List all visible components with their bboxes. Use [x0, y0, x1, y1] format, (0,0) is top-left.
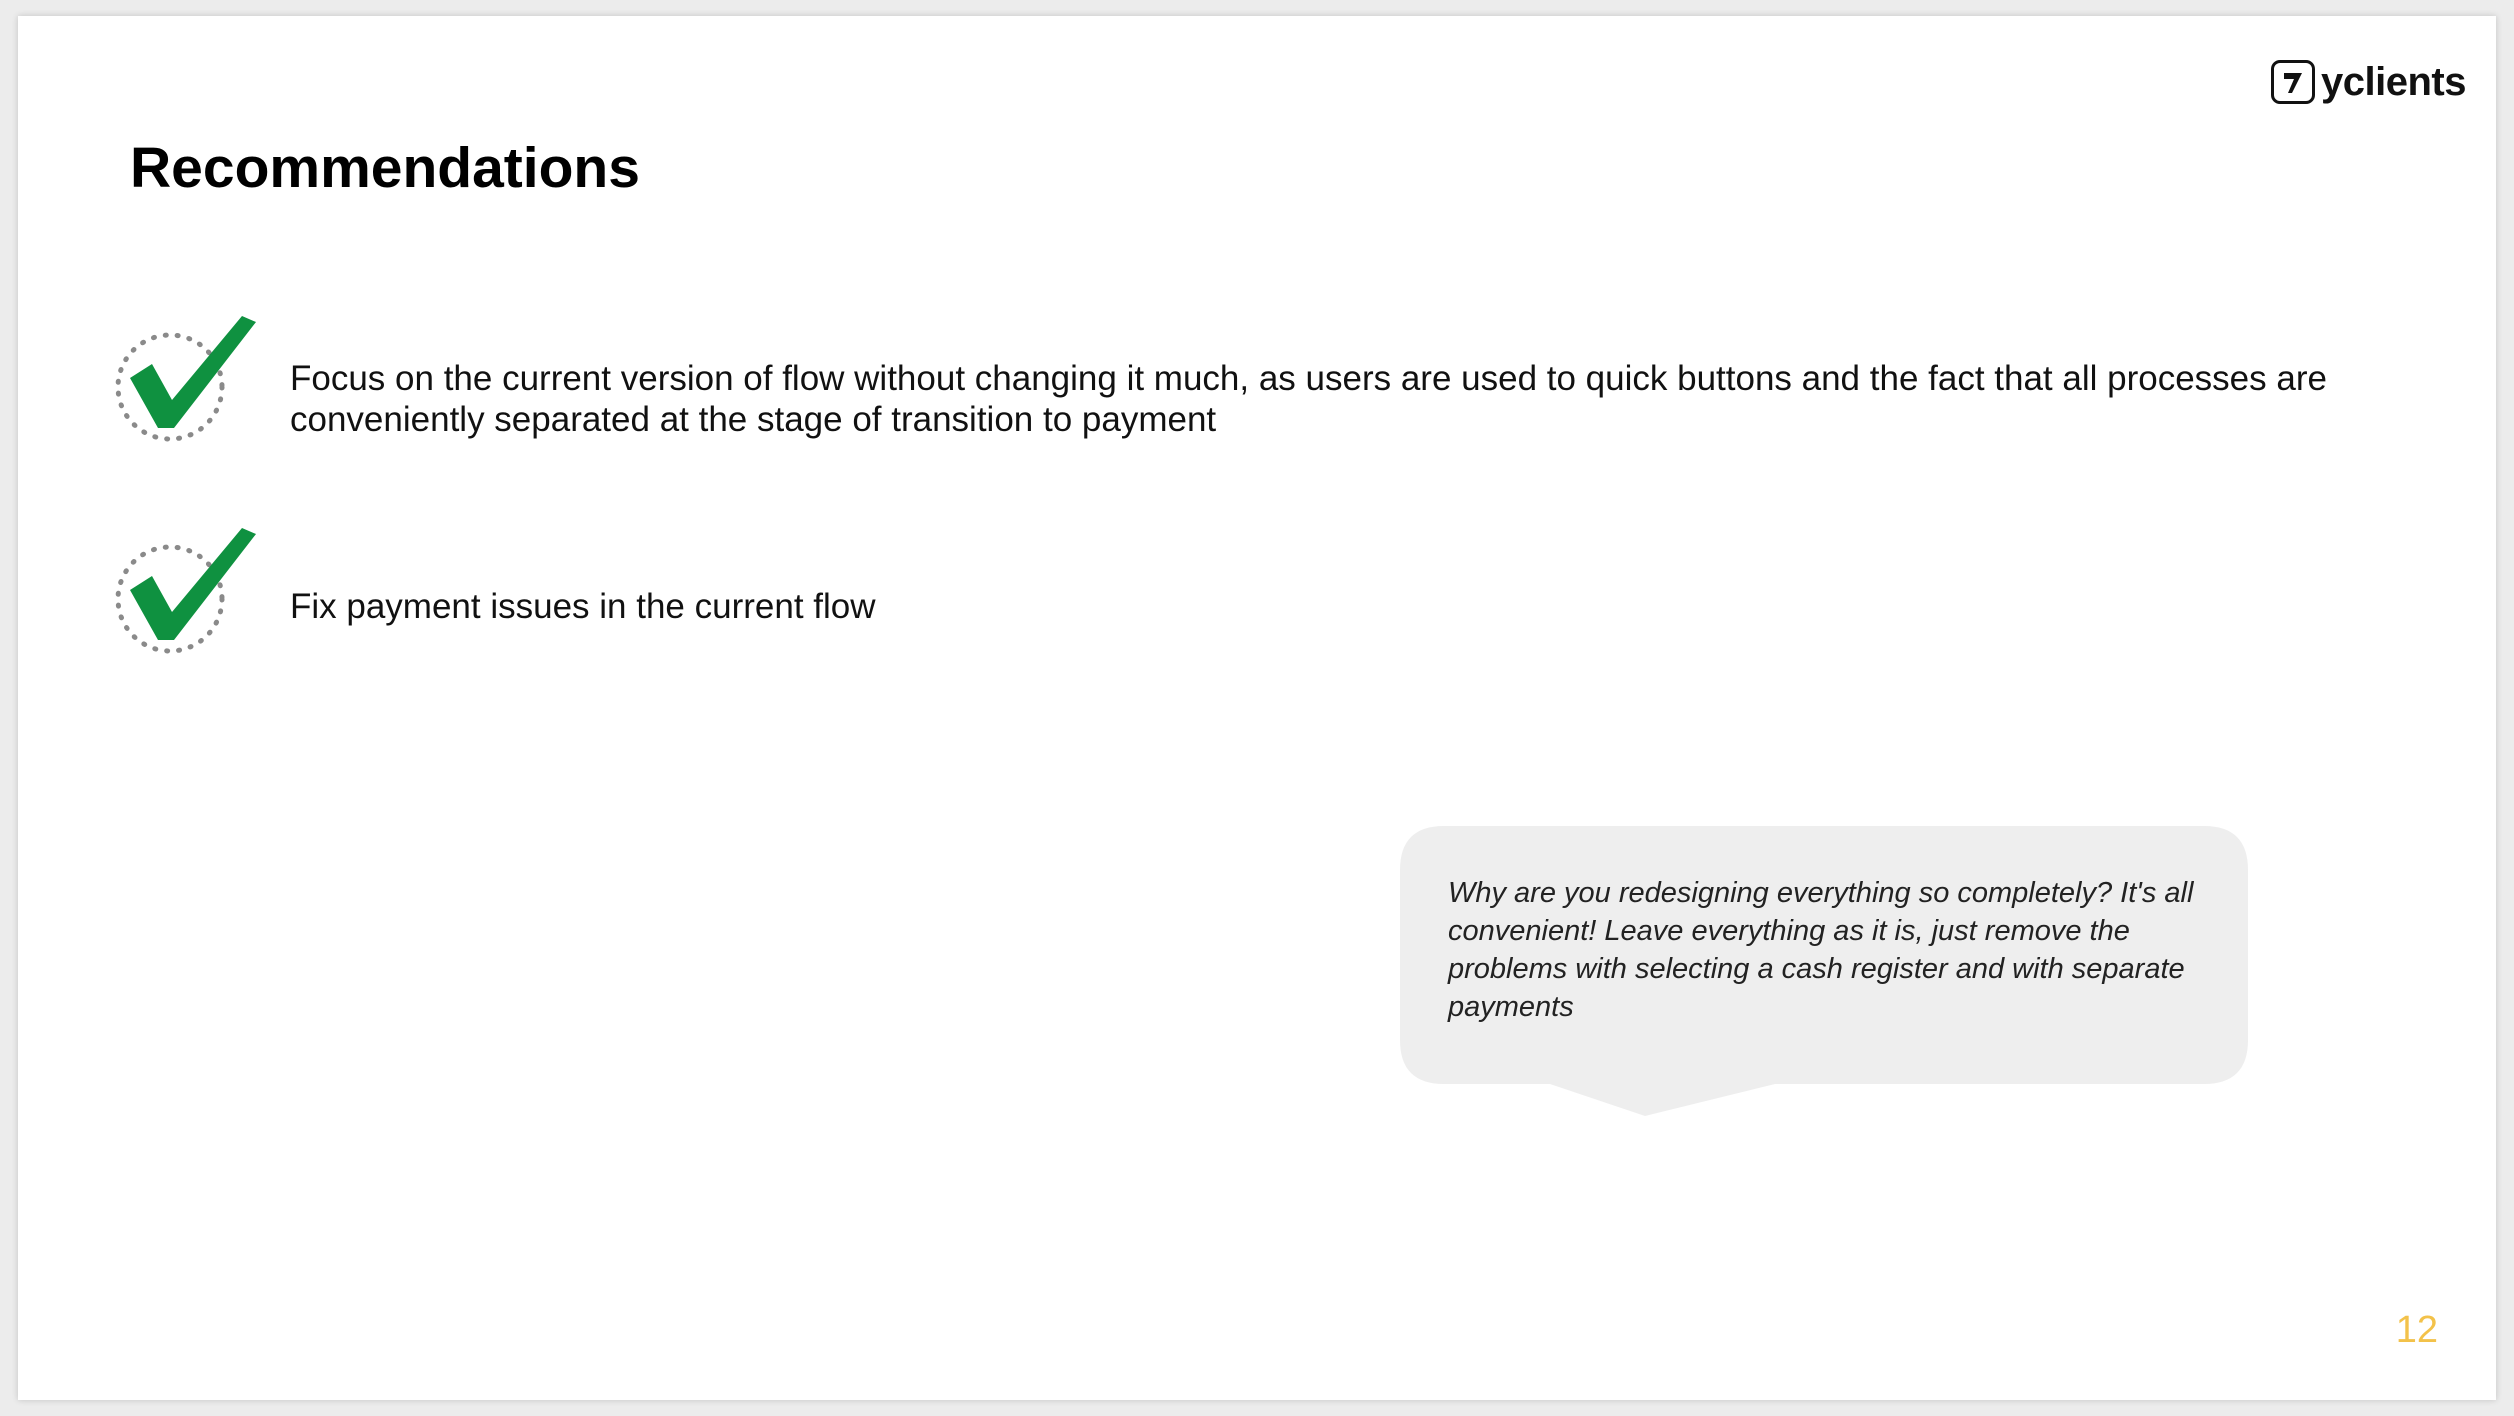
recommendation-text: Focus on the current version of flow without changing it much, as users are used to quick buttons and the fact that all processes are conveniently separated at the stage of transition to payment: [290, 359, 2327, 439]
yclients-logo-icon: [2271, 60, 2315, 104]
checkmark-icon: [112, 528, 262, 658]
brand-logo: [2271, 54, 2466, 110]
recommendation-item: [112, 316, 2440, 446]
page-number: 12: [2395, 1309, 2438, 1351]
slide: [18, 16, 2496, 1400]
quote-text: Why are you redesigning everything so completely? It's all convenient! Leave everything as it is, just remove the problems with selecting a cash register and with separate payments: [1448, 877, 2194, 1023]
recommendation-text: Fix payment issues in the current flow: [290, 587, 876, 626]
brand-name: yclients: [2321, 59, 2466, 104]
recommendation-item: [112, 528, 2440, 658]
checkmark-icon: [112, 316, 262, 446]
page-title: Recommendations: [130, 136, 640, 200]
quote-bubble: [1400, 826, 2248, 1116]
